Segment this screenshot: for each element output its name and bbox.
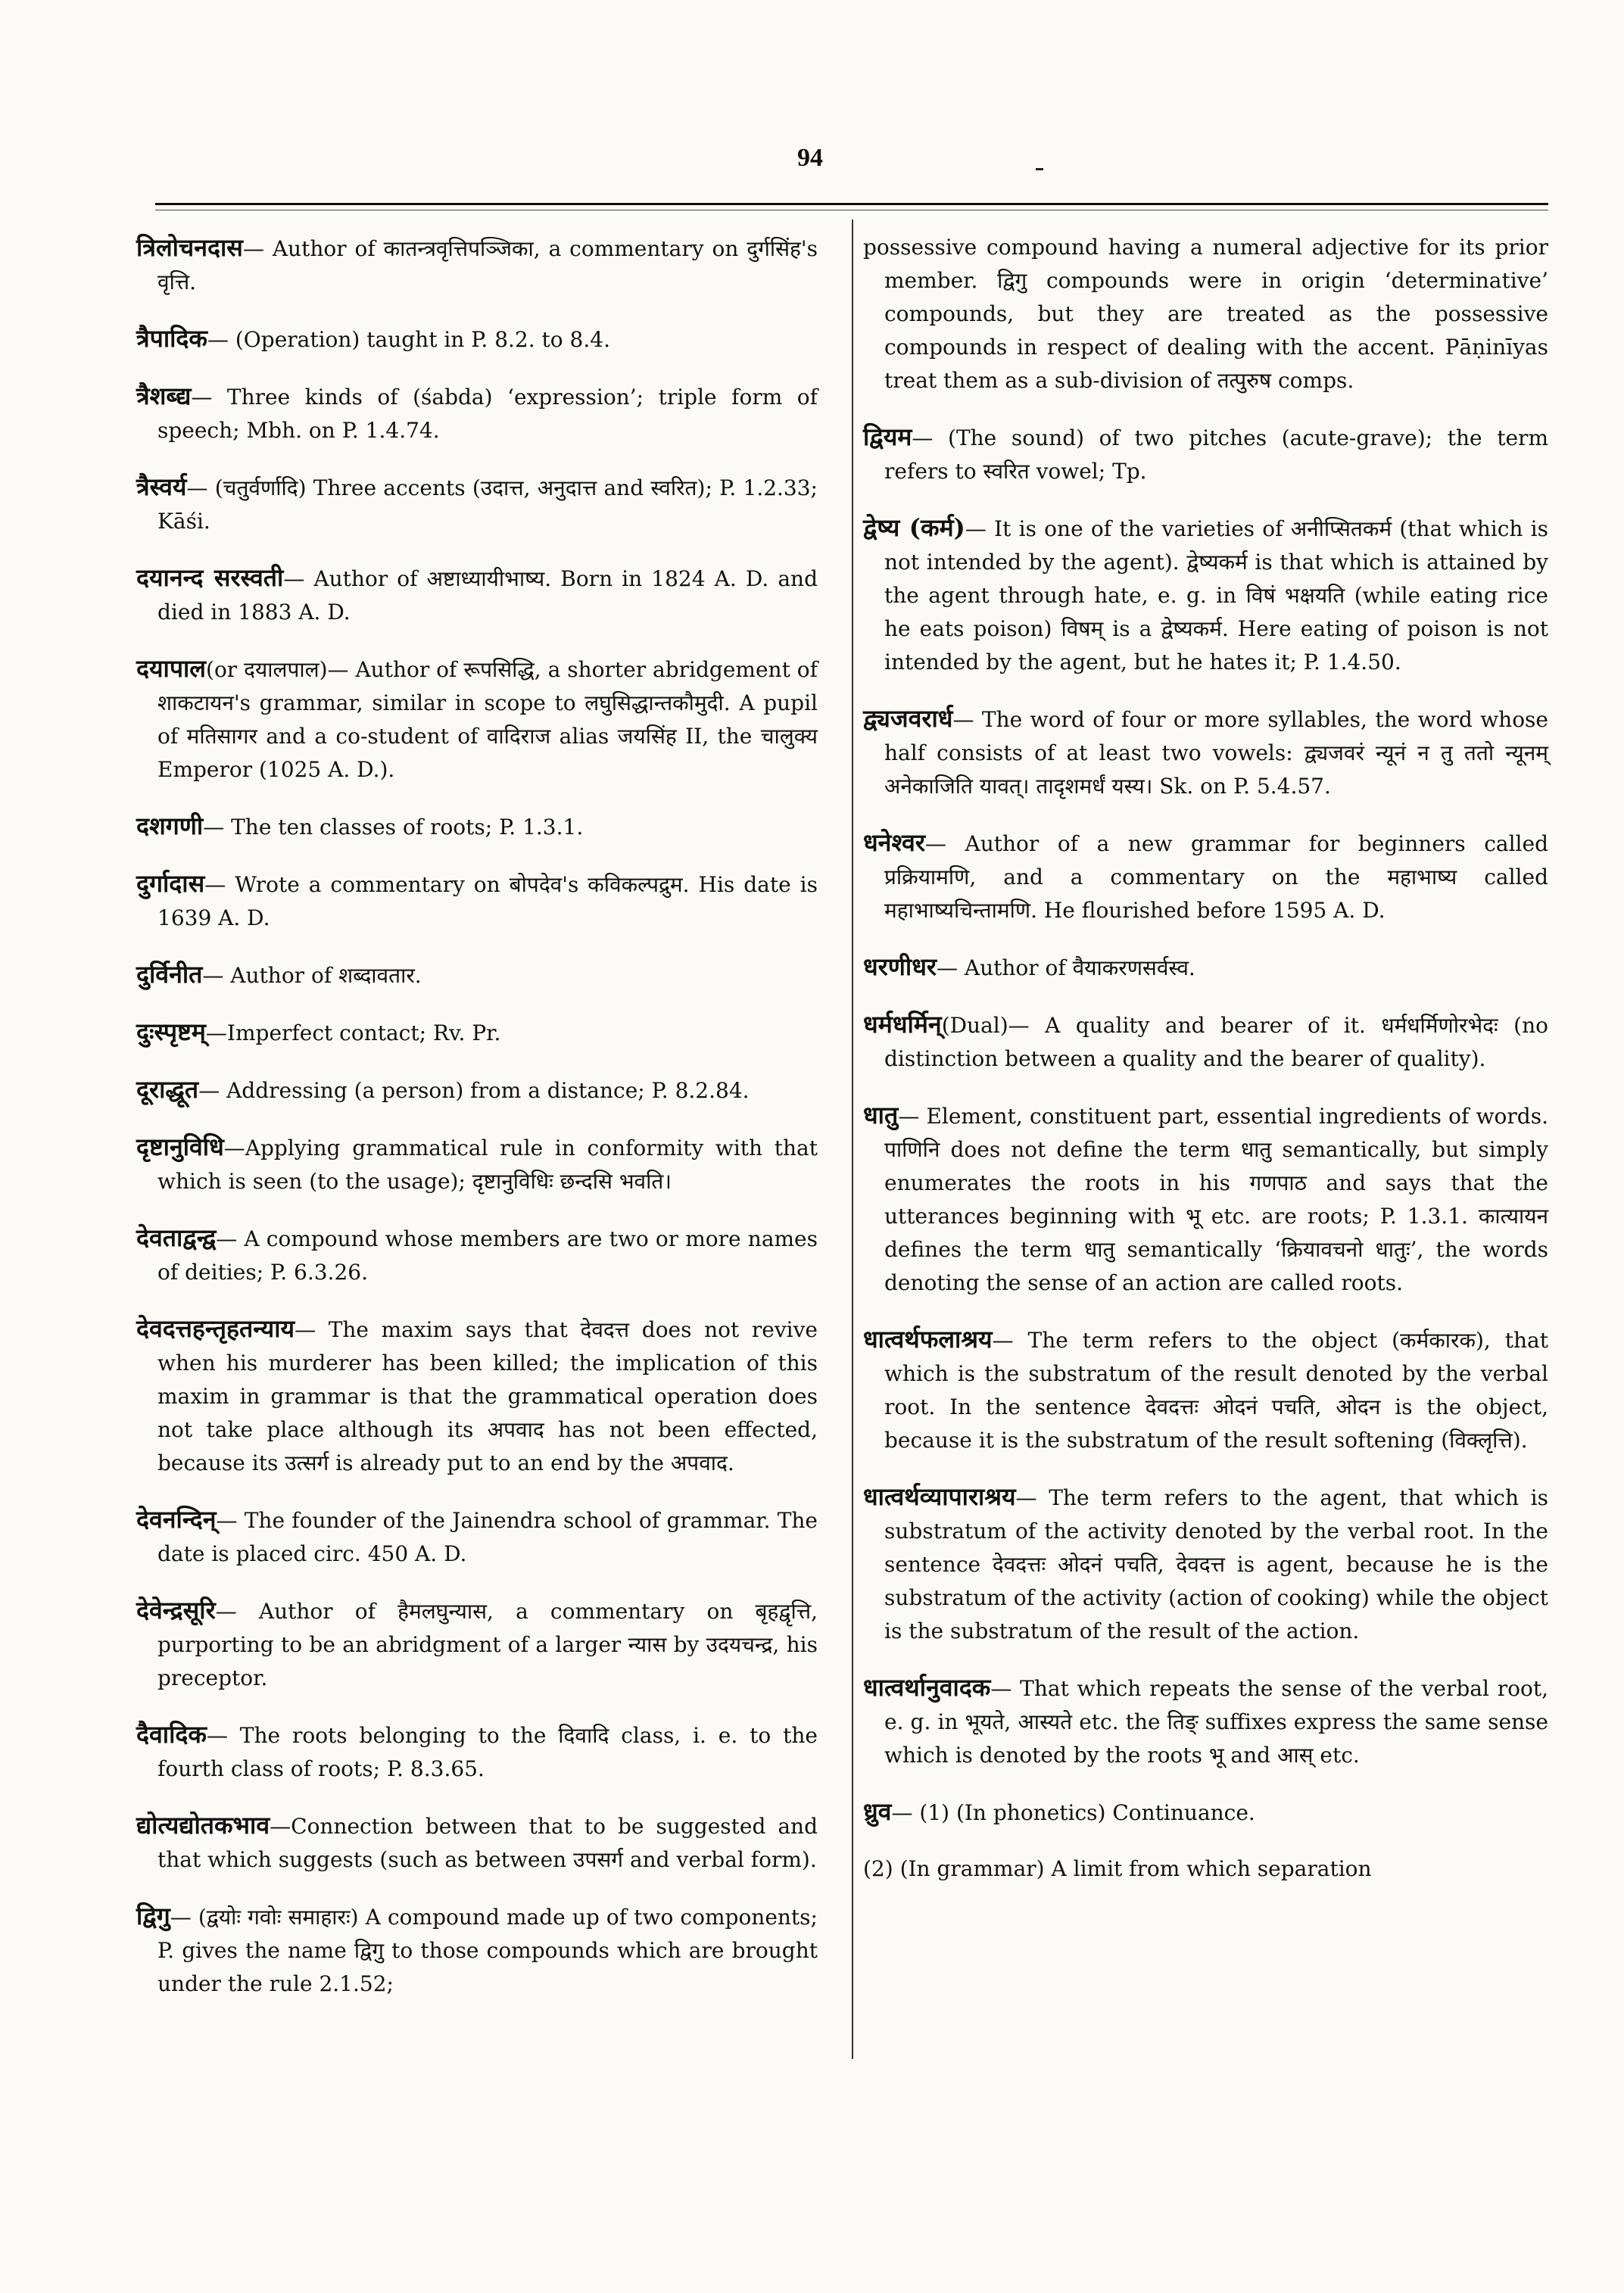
entry-headword: दुःस्पृष्टम् bbox=[136, 1017, 206, 1046]
dictionary-entry bbox=[136, 1221, 818, 1289]
dictionary-entry bbox=[863, 950, 1548, 985]
entry-headword: दूराद्धूत bbox=[136, 1075, 199, 1104]
dictionary-entry bbox=[136, 1312, 818, 1480]
entry-headword: त्रैपादिक bbox=[136, 324, 207, 353]
entry-definition: — Three kinds of (śabda) ‘expression’; triple form of speech; Mbh. on P. 1.4.74. bbox=[157, 385, 818, 443]
entry-headword: त्रिलोचनदास bbox=[136, 233, 243, 262]
dictionary-entry bbox=[136, 958, 818, 992]
entry-definition: — (चतुर्वर्णादि) Three accents (उदात्त, अनुदात्त and स्वरित); P. 1.2.33; Kāśi. bbox=[157, 475, 818, 534]
page-number: 94 bbox=[797, 144, 823, 172]
entry-headword: धरणीधर bbox=[863, 952, 937, 981]
entry-definition: — The term refers to the agent, that which is substratum of the activity denoted by the verbal root. In the sentence देवदत्तः ओदनं पचति, देवदत्त is agent, because he is the substratum of the activity (action of cooking) while the object is the substratum of the result of the action. bbox=[884, 1485, 1548, 1643]
entry-headword: द्व्यजवरार्ध bbox=[863, 704, 953, 733]
entry-definition: (2) (In grammar) A limit from which separation bbox=[863, 1856, 1372, 1881]
entry-headword: धनेश्वर bbox=[863, 828, 925, 857]
dictionary-entry bbox=[863, 1852, 1548, 1886]
dictionary-entry bbox=[863, 702, 1548, 803]
entry-headword: दैवादिक bbox=[136, 1720, 207, 1749]
dictionary-entry bbox=[863, 1008, 1548, 1076]
entry-definition: — The maxim says that देवदत्त does not revive when his murderer has been killed; the implication of this maxim in grammar is that the grammatical operation does not take place although its अपवाद has not been effected, because its उत्सर्ग is already put to an end by the अपवाद. bbox=[157, 1317, 818, 1475]
entry-definition: — That which repeats the sense of the verbal root, e. g. in भूयते, आस्यते etc. the तिङ् suffixes express the same sense which is denoted by the roots भू and आस् etc. bbox=[884, 1676, 1548, 1768]
dictionary-entry bbox=[136, 1015, 818, 1050]
entry-headword: देवनन्दिन् bbox=[136, 1505, 217, 1534]
right-column bbox=[863, 231, 1548, 1908]
entry-definition: — Author of वैयाकरणसर्वस्व. bbox=[936, 955, 1195, 980]
entry-definition: — Author of a new grammar for beginners called प्रक्रियामणि, and a commentary on the महाभाष्य called महाभाष्यचिन्तामणि. He flourished before 1595 A. D. bbox=[884, 831, 1548, 923]
entry-definition: — (1) (In phonetics) Continuance. bbox=[891, 1800, 1255, 1825]
dictionary-entry bbox=[863, 1795, 1548, 1830]
dictionary-entry bbox=[136, 1130, 818, 1198]
entry-headword: दुर्गादास bbox=[136, 869, 205, 898]
dictionary-entry bbox=[863, 231, 1548, 397]
entry-definition: possessive compound having a numeral adjective for its prior member. द्विगु compounds were in origin ‘determinative’ compounds, but they are treated as the possessive compounds in respect of dealing with the accent. Pāṇinīyas treat them as a sub-division of तत्पुरुष comps. bbox=[863, 235, 1548, 393]
dictionary-entry bbox=[136, 379, 818, 447]
dictionary-entry bbox=[863, 826, 1548, 927]
dictionary-entry bbox=[863, 1480, 1548, 1648]
entry-headword: द्योत्यद्योतकभाव bbox=[136, 1811, 270, 1840]
entry-definition: (or दयालपाल)— Author of रूपसिद्धि, a shorter abridgement of शाकटायन's grammar, similar in scope to लघुसिद्धान्तकौमुदी. A pupil of मतिसागर and a co-student of वादिराज alias जयसिंह II, the चालुक्य Emperor (1025 A. D.). bbox=[157, 657, 818, 782]
entry-headword: दुर्विनीत bbox=[136, 960, 203, 989]
entry-definition: — Addressing (a person) from a distance; P. 8.2.84. bbox=[198, 1078, 750, 1103]
dictionary-entry bbox=[136, 1809, 818, 1877]
entry-definition: —Applying grammatical rule in conformity with that which is seen (to the usage); दृष्टानुविधिः छन्दसि भवति। bbox=[157, 1136, 818, 1194]
dictionary-entry bbox=[136, 652, 818, 787]
entry-definition: — Author of कातन्त्रवृत्तिपञ्जिका, a commentary on दुर्गसिंह's वृत्ति. bbox=[157, 236, 818, 294]
entry-definition: — (The sound) of two pitches (acute-grave); the term refers to स्वरित vowel; Tp. bbox=[884, 425, 1548, 484]
dictionary-entry bbox=[136, 1718, 818, 1786]
column-divider bbox=[852, 220, 853, 2059]
dictionary-entry bbox=[863, 1671, 1548, 1772]
entry-definition: — The word of four or more syllables, the word whose half consists of at least two vowels: द्व्यजवरं न्यूनं न तु ततो न्यूनम् अनेकाजिति यावत्। तादृशमर्धं यस्य। Sk. on P. 5.4.57. bbox=[884, 707, 1548, 799]
dictionary-entry bbox=[136, 1503, 818, 1571]
entry-definition: — Author of हैमलघुन्यास, a commentary on बृहद्वृत्ति, purporting to be an abridgment of a larger न्यास by उदयचन्द्र, his preceptor. bbox=[157, 1599, 818, 1690]
entry-definition: — Author of शब्दावतार. bbox=[202, 963, 422, 988]
dictionary-entry bbox=[136, 809, 818, 844]
entry-definition: — A compound whose members are two or more names of deities; P. 6.3.26. bbox=[157, 1226, 818, 1285]
entry-definition: — The ten classes of roots; P. 1.3.1. bbox=[203, 815, 584, 840]
entry-definition: —Connection between that to be suggested and that which suggests (such as between उपसर्ग and verbal form). bbox=[157, 1814, 818, 1872]
dictionary-entry bbox=[863, 511, 1548, 679]
entry-definition: — Wrote a commentary on बोपदेव's कविकल्पद्रुम. His date is 1639 A. D. bbox=[157, 872, 818, 930]
dictionary-entry bbox=[136, 322, 818, 357]
entry-definition: — The term refers to the object (कर्मकारक), that which is the substratum of the result denoted by the verbal root. In the sentence देवदत्तः ओदनं पचति, ओदन is the object, because it is the substratum of the result softening (विक्लृत्ति). bbox=[884, 1328, 1548, 1453]
entry-headword: देवदत्तहन्तृहतन्याय bbox=[136, 1314, 295, 1343]
entry-headword: दयानन्द सरस्वती bbox=[136, 563, 284, 592]
header-rule bbox=[155, 203, 1548, 205]
dictionary-entry bbox=[136, 1594, 818, 1695]
dictionary-entry bbox=[136, 561, 818, 629]
entry-definition: — The roots belonging to the दिवादि class, i. e. to the fourth class of roots; P. 8.3.65. bbox=[157, 1723, 818, 1781]
entry-definition: — Author of अष्टाध्यायीभाष्य. Born in 1824 A. D. and died in 1883 A. D. bbox=[157, 566, 818, 625]
dictionary-entry bbox=[136, 1073, 818, 1108]
entry-definition: — (द्वयोः गवोः समाहारः) A compound made up of two components; P. gives the name द्विगु to those compounds which are brought under the rule 2.1.52; bbox=[157, 1905, 818, 1996]
dictionary-entry bbox=[863, 1098, 1548, 1300]
entry-headword: देवेन्द्रसूरि bbox=[136, 1596, 216, 1625]
entry-headword: धात्वर्थफलाश्रय bbox=[863, 1325, 993, 1354]
entry-definition: — It is one of the varieties of अनीप्सितकर्म (that which is not intended by the agent). द्वेष्यकर्म is that which is attained by the agent through hate, e. g. in विषं भक्षयति (while eating rice he eats poison) विषम् is a द्वेष्यकर्म. Here eating of poison is not intended by the agent, but he hates it; P. 1.4.50. bbox=[884, 516, 1548, 675]
entry-headword: दयापाल bbox=[136, 654, 207, 683]
entry-definition: —Imperfect contact; Rv. Pr. bbox=[205, 1020, 501, 1045]
entry-headword: द्वेष्य (कर्म) bbox=[863, 513, 965, 542]
left-column bbox=[136, 231, 818, 2024]
entry-headword: धात्वर्थव्यापाराश्रय bbox=[863, 1482, 1016, 1511]
entry-headword: द्विगु bbox=[136, 1902, 170, 1930]
entry-headword: धर्मधर्मिन् bbox=[863, 1010, 942, 1039]
entry-definition: (Dual)— A quality and bearer of it. धर्मधर्मिणोरभेदः (no distinction between a quality and the bearer of quality). bbox=[884, 1013, 1548, 1071]
entry-headword: देवताद्वन्द्व bbox=[136, 1223, 217, 1252]
entry-definition: — (Operation) taught in P. 8.2. to 8.4. bbox=[207, 327, 610, 352]
dictionary-entry bbox=[136, 231, 818, 299]
dictionary-entry bbox=[136, 1899, 818, 2001]
entry-definition: — The founder of the Jainendra school of grammar. The date is placed circ. 450 A. D. bbox=[157, 1508, 818, 1566]
entry-headword: दशगणी bbox=[136, 812, 204, 840]
dictionary-entry bbox=[863, 1323, 1548, 1457]
entry-headword: धात्वर्थानुवादक bbox=[863, 1673, 991, 1702]
entry-headword: त्रैस्वर्य bbox=[136, 472, 187, 501]
entry-headword: त्रैशब्द्य bbox=[136, 382, 192, 410]
entry-headword: दृष्टानुविधि bbox=[136, 1132, 224, 1161]
entry-definition: — Element, constituent part, essential ingredients of words. पाणिनि does not define the term धातु semantically, but simply enumerates the roots in his गणपाठ and says that the utterances beginning with भू etc. are roots; P. 1.3.1. कात्यायन defines the term धातु semantically ‘क्रियावचनो धातुः’, the words denoting the sense of an action are called roots. bbox=[884, 1104, 1548, 1295]
print-mark bbox=[1036, 168, 1043, 170]
entry-headword: धातु bbox=[863, 1101, 899, 1129]
dictionary-entry bbox=[136, 867, 818, 935]
entry-headword: ध्रुव bbox=[863, 1797, 892, 1826]
dictionary-entry bbox=[136, 470, 818, 538]
dictionary-entry bbox=[863, 420, 1548, 488]
entry-headword: द्वियम bbox=[863, 422, 912, 451]
